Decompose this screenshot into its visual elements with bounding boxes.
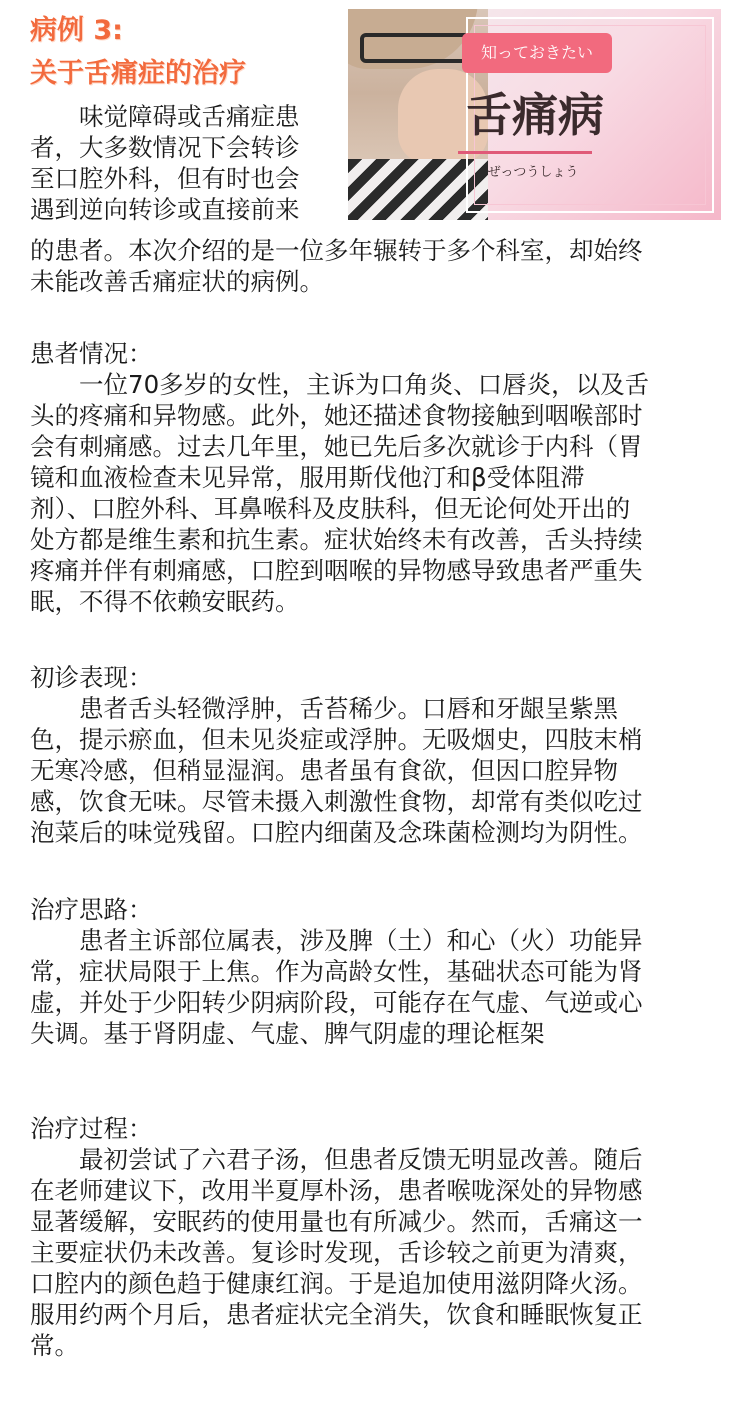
process-line: 常。 <box>30 1331 79 1360</box>
section-heading-exam: 初诊表现： <box>30 663 153 692</box>
case-number-title: 病例 3: <box>30 15 123 46</box>
process-line: 最初尝试了六君子汤，但患者反馈无明显改善。随后 <box>30 1145 643 1174</box>
process-line: 服用约两个月后，患者症状完全消失，饮食和睡眠恢复正 <box>30 1300 643 1329</box>
intro-line: 者，大多数情况下会转诊 <box>30 133 300 162</box>
glasses-icon <box>360 33 470 63</box>
intro-line: 遇到逆向转诊或直接前来 <box>30 195 300 224</box>
patient-line: 一位70多岁的女性，主诉为口角炎、口唇炎，以及舌 <box>30 370 650 399</box>
exam-line: 泡菜后的味觉残留。口腔内细菌及念珠菌检测均为阴性。 <box>30 818 643 847</box>
intro-line: 未能改善舌痛症状的病例。 <box>30 267 324 296</box>
process-line: 在老师建议下，改用半夏厚朴汤，患者喉咙深处的异物感 <box>30 1176 643 1205</box>
banner-heading: 舌痛病 <box>466 88 604 142</box>
patient-line: 会有刺痛感。过去几年里，她已先后多次就诊于内科（胃 <box>30 432 643 461</box>
tongue-pain-banner-image <box>348 9 721 220</box>
approach-line: 虚，并处于少阳转少阴病阶段，可能存在气虚、气逆或心 <box>30 988 643 1017</box>
intro-line: 的患者。本次介绍的是一位多年辗转于多个科室，却始终 <box>30 236 643 265</box>
section-heading-process: 治疗过程： <box>30 1114 153 1143</box>
patient-line: 镜和血液检查未见异常，服用斯伐他汀和β受体阻滞 <box>30 463 585 492</box>
intro-line: 味觉障碍或舌痛症患 <box>30 102 300 131</box>
section-heading-approach: 治疗思路： <box>30 895 153 924</box>
patient-line: 剂）、口腔外科、耳鼻喉科及皮肤科，但无论何处开出的 <box>30 494 631 523</box>
intro-line: 至口腔外科，但有时也会 <box>30 164 300 193</box>
process-line: 口腔内的颜色趋于健康红润。于是追加使用滋阴降火汤。 <box>30 1269 643 1298</box>
approach-line: 常，症状局限于上焦。作为高龄女性，基础状态可能为肾 <box>30 957 643 986</box>
patient-line: 处方都是维生素和抗生素。症状始终未有改善，舌头持续 <box>30 525 643 554</box>
exam-line: 无寒冷感，但稍显湿润。患者虽有食欲，但因口腔异物 <box>30 756 618 785</box>
section-heading-patient: 患者情况： <box>30 339 153 368</box>
case-topic-title: 关于舌痛症的治疗 <box>30 58 246 89</box>
exam-line: 患者舌头轻微浮肿，舌苔稀少。口唇和牙龈呈紫黑 <box>30 694 618 723</box>
exam-line: 感，饮食无味。尽管未摄入刺激性食物，却常有类似吃过 <box>30 787 643 816</box>
approach-line: 患者主诉部位属表，涉及脾（土）和心（火）功能异 <box>30 926 643 955</box>
process-line: 显著缓解，安眠药的使用量也有所减少。然而，舌痛这一 <box>30 1207 643 1236</box>
banner-reading: ぜっつうしょう <box>487 165 579 180</box>
patient-line: 眠，不得不依赖安眠药。 <box>30 587 300 616</box>
exam-line: 色，提示瘀血，但未见炎症或浮肿。无吸烟史，四肢末梢 <box>30 725 643 754</box>
patient-line: 疼痛并伴有刺痛感，口腔到咽喉的异物感导致患者严重失 <box>30 556 643 585</box>
banner-underline <box>458 151 592 154</box>
banner-tag: 知っておきたい <box>462 33 612 73</box>
patient-line: 头的疼痛和异物感。此外，她还描述食物接触到咽喉部时 <box>30 401 643 430</box>
approach-line: 失调。基于肾阴虚、气虚、脾气阴虚的理论框架 <box>30 1019 545 1048</box>
process-line: 主要症状仍未改善。复诊时发现，舌诊较之前更为清爽， <box>30 1238 643 1267</box>
